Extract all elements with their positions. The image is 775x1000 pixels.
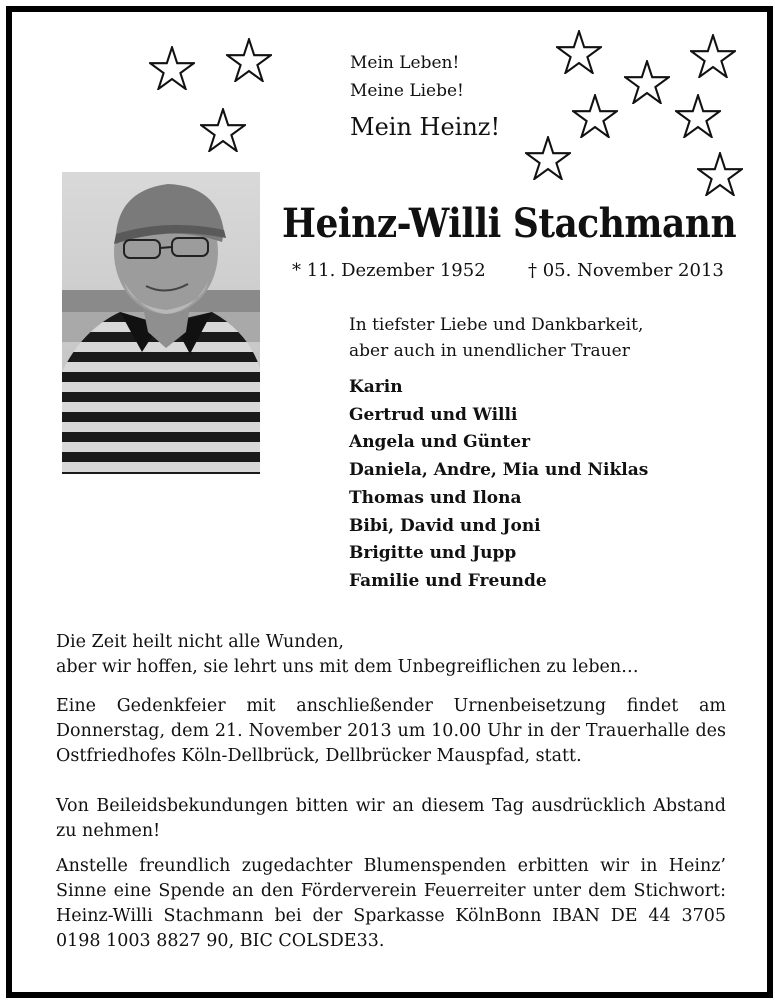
- deceased-name: Heinz-Willi Stachmann: [282, 200, 737, 247]
- quote-line: aber wir hoffen, sie lehrt uns mit dem Unbegreiflichen zu leben…: [56, 657, 639, 677]
- dedication-line: aber auch in unendlicher Trauer: [349, 341, 630, 361]
- portrait-photo: [62, 172, 260, 474]
- mourner-name: Brigitte und Jupp: [349, 543, 517, 564]
- star-icon: [697, 152, 743, 196]
- mourners-list: [349, 374, 648, 596]
- motto-line: Mein Leben!: [350, 53, 460, 73]
- star-icon: [624, 60, 670, 104]
- star-icon: [675, 94, 721, 138]
- mourner-name: Angela und Günter: [349, 432, 531, 453]
- mourner-name: Thomas und Ilona: [349, 487, 522, 508]
- star-icon: [690, 34, 736, 78]
- mourner-name: Daniela, Andre, Mia und Niklas: [349, 460, 649, 481]
- condolences-paragraph: Von Beileidsbekundungen bitten wir an diesem Tag ausdrücklich Abstand zu nehmen!: [56, 796, 726, 841]
- dedication-line: In tiefster Liebe und Dankbarkeit,: [349, 315, 644, 335]
- mourner-name: Karin: [349, 377, 403, 397]
- dedication-text: [349, 312, 643, 364]
- motto-highlight: Mein Heinz!: [350, 113, 501, 141]
- star-icon: [226, 38, 272, 82]
- mourner-name: Gertrud und Willi: [349, 404, 518, 425]
- ceremony-paragraph: Eine Gedenkfeier mit anschließender Urnenbeisetzung findet am Donnerstag, dem 21. November 2013 um 10.00 Uhr in der Trauerhalle des Ostfriedhofes Köln-Dellbrück, Dellbrücker Mauspfad, statt.: [56, 696, 726, 766]
- mourner-name: Familie und Freunde: [349, 570, 547, 591]
- donation-paragraph: Anstelle freundlich zugedachter Blumenspenden erbitten wir in Heinz’ Sinne eine Spende an den Förderverein Feuerreiter unter dem Stichwort: Heinz-Willi Stachmann bei der Sparkasse KölnBonn IBAN DE 44 3705 0198 1003 8827 90, BIC COLSDE33.: [56, 856, 726, 951]
- motto-line: Meine Liebe!: [350, 81, 464, 101]
- star-icon: [556, 30, 602, 74]
- death-date: † 05. November 2013: [528, 260, 724, 281]
- obituary-card: [6, 6, 773, 998]
- birth-date: * 11. Dezember 1952: [292, 260, 486, 281]
- star-icon: [200, 108, 246, 152]
- quote-line: Die Zeit heilt nicht alle Wunden,: [56, 632, 344, 652]
- mourner-name: Bibi, David und Joni: [349, 515, 541, 536]
- quote-paragraph: [56, 630, 726, 680]
- star-icon: [149, 46, 195, 90]
- star-icon: [525, 136, 571, 180]
- star-icon: [572, 94, 618, 138]
